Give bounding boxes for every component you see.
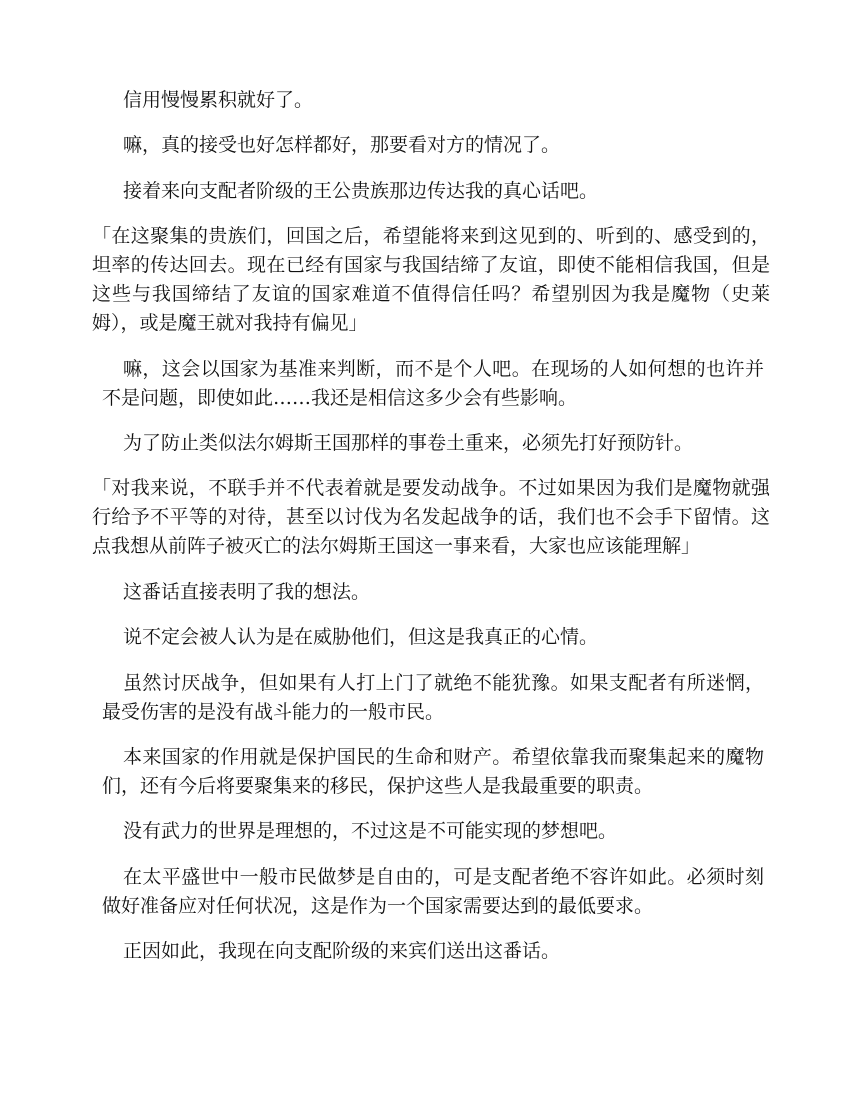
dialogue-paragraph: 「对我来说，不联手并不代表着就是要发动战争。不过如果因为我们是魔物就强行给予不平等的对待，甚至以讨伐为名发起战争的话，我们也不会手下留情。这点我想从前阵子被灭亡的法尔姆斯王国这一事来看，大家也应该能理解」 [92,477,770,558]
document-page [92,86,770,982]
paragraph: 本来国家的作用就是保护国民的生命和财产。希望依靠我而聚集起来的魔物们，还有今后将要聚集来的移民，保护这些人是我最重要的职责。 [102,745,764,797]
paragraph: 这番话直接表明了我的想法。 [123,580,371,603]
paragraph: 正因如此，我现在向支配阶级的来宾们送出这番话。 [123,940,561,963]
paragraph: 虽然讨厌战争，但如果有人打上门了就绝不能犹豫。如果支配者有所迷惘，最受伤害的是没有战斗能力的一般市民。 [102,671,764,723]
paragraph: 嘛，这会以国家为基准来判断，而不是个人吧。在现场的人如何想的也许并不是问题，即使如此……我还是相信这多少会有些影响。 [102,357,764,409]
paragraph: 在太平盛世中一般市民做梦是自由的，可是支配者绝不容许如此。必须时刻做好准备应对任何状况，这是作为一个国家需要达到的最低要求。 [102,865,764,917]
paragraph: 说不定会被人认为是在威胁他们，但这是我真正的心情。 [123,626,599,649]
paragraph: 没有武力的世界是理想的，不过这是不可能实现的梦想吧。 [123,820,618,843]
paragraph: 为了防止类似法尔姆斯王国那样的事卷土重来，必须先打好预防针。 [123,431,694,454]
paragraph: 接着来向支配者阶级的王公贵族那边传达我的真心话吧。 [123,179,599,202]
paragraph: 信用慢慢累积就好了。 [123,89,314,111]
dialogue-paragraph: 「在这聚集的贵族们，回国之后，希望能将来到这见到的、听到的、感受到的，坦率的传达回去。现在已经有国家与我国结缔了友谊，即使不能相信我国，但是这些与我国缔结了友谊的国家难道不值得信任吗？希望别因为我是魔物（史莱姆），或是魔王就对我持有偏见」 [92,225,770,335]
paragraph: 嘛，真的接受也好怎样都好，那要看对方的情况了。 [123,134,561,157]
